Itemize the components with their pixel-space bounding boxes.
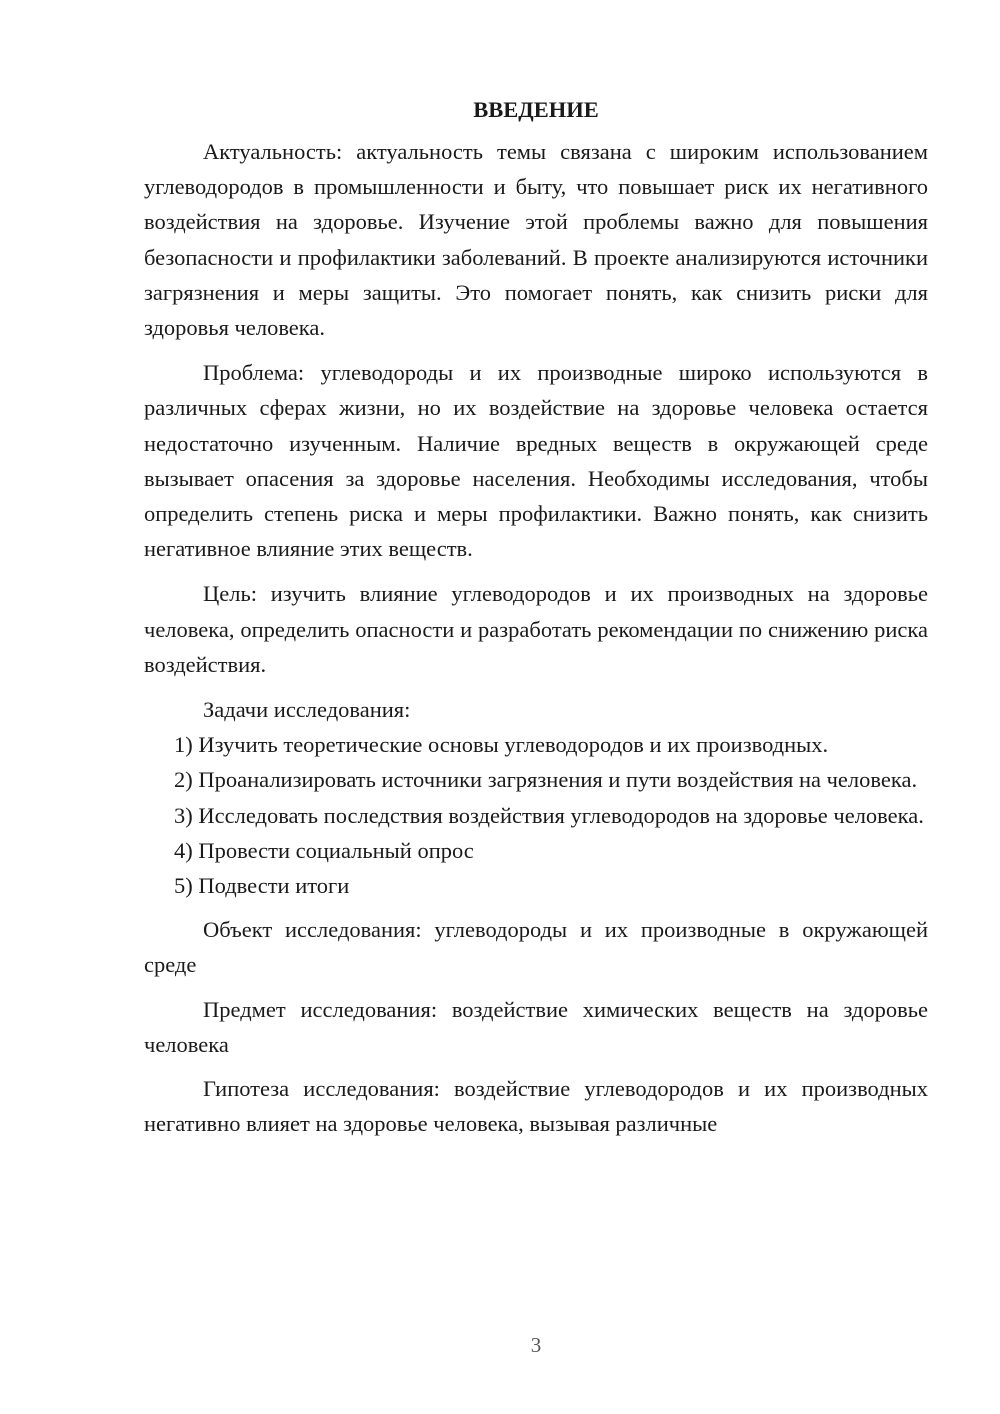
tasks-heading: Задачи исследования: [203,697,411,723]
list-item: 2) Проанализировать источники загрязнения и пути воздействия на человека. [174,767,918,793]
tasks-list [144,727,928,903]
page-title: ВВЕДЕНИЕ [473,97,599,122]
list-item: 4) Провести социальный опрос [174,837,474,863]
list-item: 1) Изучить теоретические основы углеводородов и их производных. [174,732,829,758]
list-item: 3) Исследовать последствия воздействия углеводородов на здоровье человека. [174,802,924,828]
goal-paragraph: Цель: изучить влияние углеводородов и их производных на здоровье человека, определить опасности и разработать рекомендации по снижению риска воздействия. [144,581,928,677]
object-paragraph: Объект исследования: углеводороды и их производные в окружающей среде [144,917,928,978]
hypothesis-paragraph: Гипотеза исследования: воздействие углеводородов и их производных негативно влияет на здоровье человека, вызывая различные [144,1076,928,1137]
page-number: 3 [530,1333,542,1357]
document-page [144,92,928,1141]
list-item: 5) Подвести итоги [174,873,350,899]
relevance-paragraph: Актуальность: актуальность темы связана с широким использованием углеводородов в промышленности и быту, что повышает риск их негативного воздействия на здоровье. Изучение этой проблемы важно для повышения безопасности и профилактики заболеваний. В проекте анализируются источники загрязнения и меры защиты. Это помогает понять, как снизить риски для здоровья человека. [144,139,928,341]
problem-paragraph: Проблема: углеводороды и их производные широко используются в различных сферах жизни, но их воздействие на здоровье человека остается недостаточно изученным. Наличие вредных веществ в окружающей среде вызывает опасения за здоровье населения. Необходимы исследования, чтобы определить степень риска и меры профилактики. Важно понять, как снизить негативное влияние этих веществ. [144,360,928,562]
subject-paragraph: Предмет исследования: воздействие химических веществ на здоровье человека [144,996,928,1057]
